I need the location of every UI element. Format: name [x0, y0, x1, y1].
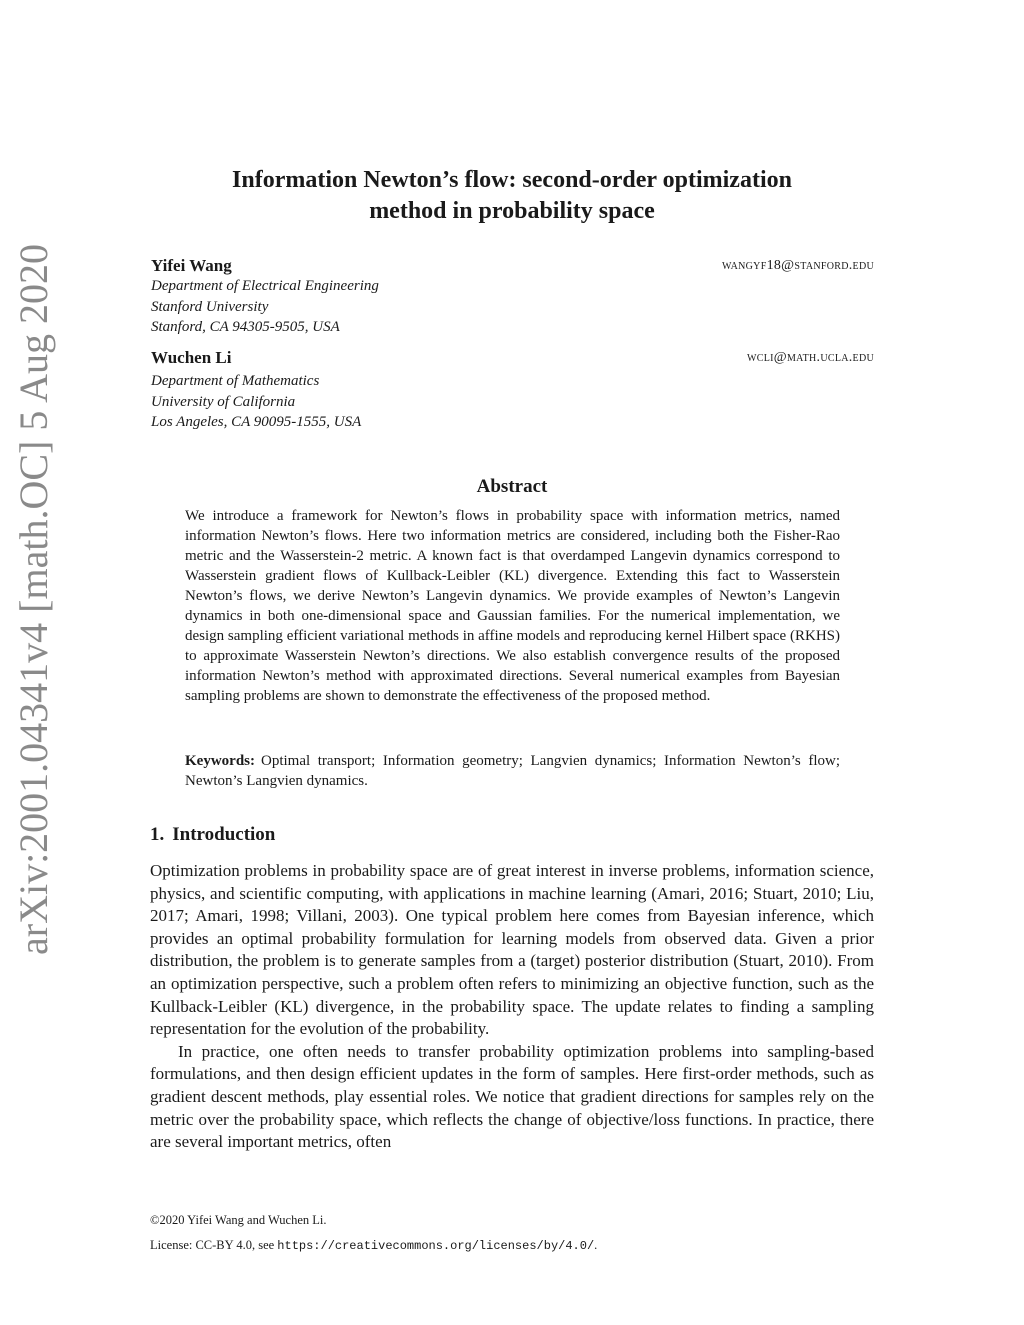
author-block-1 — [151, 255, 874, 338]
author-name: Wuchen Li — [151, 348, 232, 367]
title-line-1: Information Newton’s flow: second-order optimization — [232, 167, 792, 193]
arxiv-identifier-stamp: arXiv:2001.04341v4 [math.OC] 5 Aug 2020 — [11, 243, 56, 955]
keywords-text: Optimal transport; Information geometry; Langvien dynamics; Information Newton’s flow; Newton’s Langvien dynamics. — [185, 753, 840, 789]
author-email[interactable]: wangyf18@stanford.edu — [721, 258, 874, 273]
author-institution: Stanford University — [151, 298, 269, 315]
author-address: Stanford, CA 94305-9505, USA — [151, 319, 340, 335]
footnote — [150, 1212, 874, 1254]
author-name: Yifei Wang — [151, 256, 232, 275]
section-heading-introduction — [150, 822, 275, 848]
section-number: 1. — [150, 824, 165, 845]
copyright-notice: ©2020 Yifei Wang and Wuchen Li. — [150, 1213, 327, 1227]
author-department: Department of Electrical Engineering — [151, 278, 379, 294]
author-institution: University of California — [151, 393, 296, 410]
title-line-2: method in probability space — [369, 198, 655, 224]
author-block-2 — [151, 347, 874, 433]
license-notice — [150, 1237, 874, 1254]
license-suffix: . — [594, 1238, 598, 1252]
keywords-label: Keywords: — [185, 753, 255, 769]
author-address: Los Angeles, CA 90095-1555, USA — [151, 414, 362, 430]
abstract-heading: Abstract — [476, 476, 548, 497]
keywords — [185, 751, 840, 791]
author-email[interactable]: wcli@math.ucla.edu — [747, 350, 874, 365]
license-prefix: License: CC-BY 4.0, see — [150, 1238, 278, 1252]
license-link[interactable]: https://creativecommons.org/licenses/by/4.0/ — [277, 1239, 595, 1253]
section-title: Introduction — [172, 824, 276, 845]
abstract-text: We introduce a framework for Newton’s flows in probability space with information metrics, named information Newton’s flows. Here two information metrics are considered, including both the Fisher-Rao metric and the Wasserstein-2 metric. A known fact is that overdamped Langevin dynamics correspond to Wasserstein gradient flows of Kullback-Leibler (KL) divergence. Extending this fact to Wasserstein Newton’s flows, we derive Newton’s Langevin dynamics. We provide examples of Newton’s Langevin dynamics in both one-dimensional space and Gaussian families. For the numerical implementation, we design sampling efficient variational methods in affine models and reproducing kernel Hilbert space (RKHS) to approximate Wasserstein Newton’s directions. We also establish convergence results of the proposed information Newton’s method with approximated directions. Several numerical examples from Bayesian sampling problems are shown to demonstrate the effectiveness of the proposed method. — [185, 508, 840, 704]
paper-title — [150, 165, 874, 227]
introduction-body — [150, 860, 874, 1154]
author-department: Department of Mathematics — [151, 373, 320, 389]
paragraph: Optimization problems in probability space are of great interest in inverse problems, information science, physics, and scientific computing, with applications in machine learning (Amari, 2016; Stuart, 2010; Liu, 2017; Amari, 1998; Villani, 2003). One typical problem here comes from Bayesian inference, which provides an optimal probability formulation for learning models from observed data. Given a prior distribution, the problem is to generate samples from a (target) posterior distribution (Stuart, 2010). From an optimization perspective, such a problem often refers to minimizing an objective function, such as the Kullback-Leibler (KL) divergence, in the probability space. The update relates to finding a sampling representation for the evolution of the probability. — [150, 861, 874, 1039]
paragraph: In practice, one often needs to transfer probability optimization problems into sampling-based formulations, and then design efficient updates in the form of samples. Here first-order methods, such as gradient descent methods, play essential roles. We notice that gradient directions for samples rely on the metric over the probability space, which reflects the change of objective/loss functions. In practice, there are several important metrics, often — [150, 1041, 874, 1152]
